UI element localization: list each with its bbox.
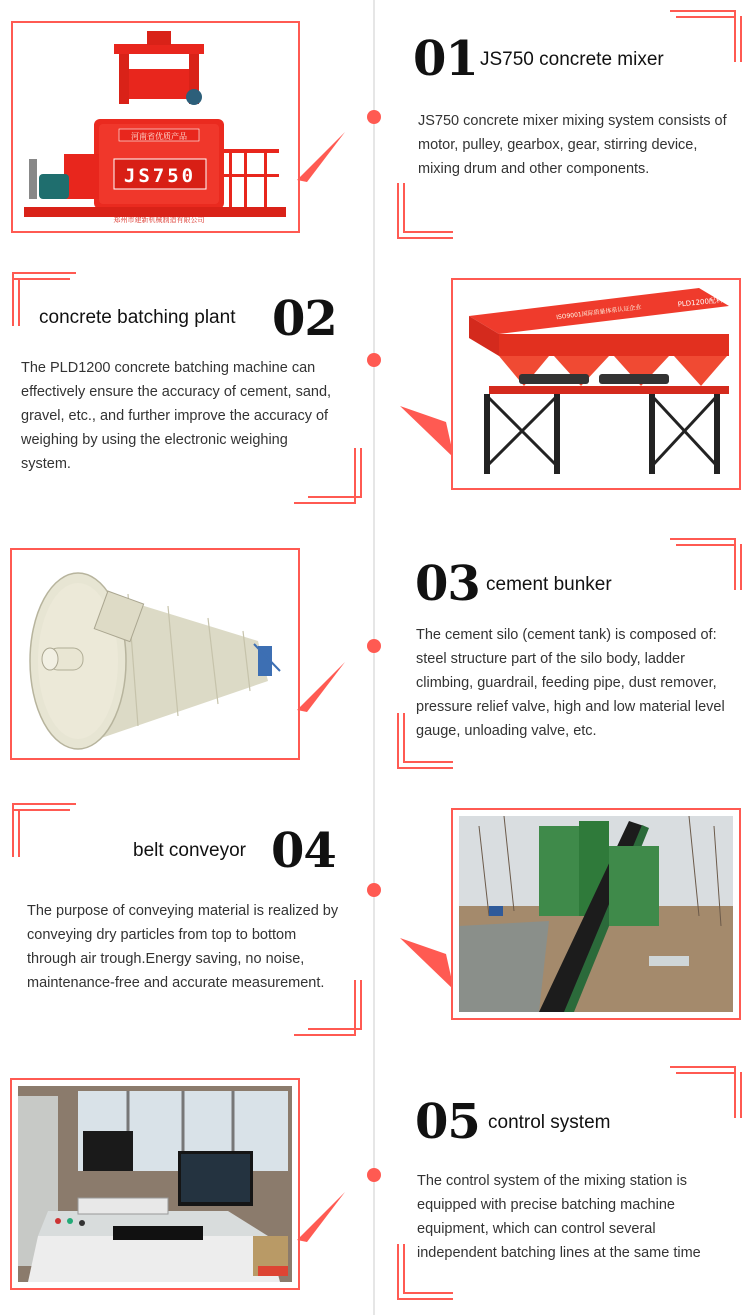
section-number-02: 02: [272, 291, 337, 347]
section-title-01: JS750 concrete mixer: [480, 49, 664, 70]
mixer-top-banner: 河南省优质产品: [131, 132, 187, 141]
mixer-model-label: JS750: [123, 165, 197, 187]
section-number-05: 05: [415, 1094, 480, 1150]
pointer-arrow-01: [297, 130, 347, 185]
section-description-01: JS750 concrete mixer mixing system consists of motor, pulley, gearbox, gear, stirring device, mixing drum and other components.: [418, 113, 727, 177]
corner-decoration-04-bottom: [290, 980, 360, 1036]
corner-decoration-02-bottom: [290, 448, 360, 504]
cement-silo-illustration: [18, 556, 292, 752]
corner-decoration-03-top: [670, 538, 740, 594]
section-number-01: 01: [413, 31, 478, 87]
section-description-05: The control system of the mixing station is equipped with precise batching machine equipment, which can control several independent batching lines at the same time: [417, 1173, 701, 1261]
pointer-arrow-04: [398, 932, 456, 992]
section-number-03: 03: [415, 556, 480, 612]
batching-plant-image: [453, 280, 739, 488]
section-description-02: The PLD1200 concrete batching machine can effectively ensure the accuracy of cement, sand, gravel, etc., and further improve the accuracy of weighing by using the electronic weighing system.: [21, 360, 332, 472]
section-title-02: concrete batching plant: [39, 307, 236, 328]
timeline-dot-01: [367, 110, 381, 124]
timeline-line: [373, 0, 375, 1315]
corner-decoration-01-top: [670, 10, 740, 66]
belt-conveyor-illustration: [459, 816, 733, 1012]
corner-decoration-05-bottom: [397, 1244, 467, 1300]
control-room-image: [12, 1080, 298, 1288]
section-title-03: cement bunker: [486, 574, 612, 595]
belt-conveyor-image: [453, 810, 739, 1018]
mixer-image: [13, 23, 298, 231]
mixer-illustration: [19, 29, 292, 225]
corner-decoration-03-bottom: [397, 713, 467, 769]
cement-silo-image: [12, 550, 298, 758]
section-description-03: The cement silo (cement tank) is composed of: steel structure part of the silo body, ladder climbing, guardrail, feeding pipe, dust remover, pressure relief valve, high and low material level gauge, unloading valve, etc.: [416, 627, 725, 739]
corner-decoration-04-top: [12, 803, 82, 859]
timeline-dot-02: [367, 353, 381, 367]
pointer-arrow-02: [398, 400, 456, 460]
batching-plant-illustration: [459, 286, 733, 482]
timeline-dot-04: [367, 883, 381, 897]
corner-decoration-05-top: [670, 1066, 740, 1122]
plant-front-label: ISO9001国际质量体系认证企业: [555, 303, 642, 322]
plant-side-label: PLD1200配料机: [677, 295, 731, 309]
section-number-04: 04: [271, 823, 336, 879]
control-room-illustration: [18, 1086, 292, 1282]
section-description-04: The purpose of conveying material is realized by conveying dry particles from top to bottom through air trough.Energy saving, no noise, maintenance-free and accurate measurement.: [27, 903, 339, 991]
pointer-arrow-05: [297, 1190, 347, 1245]
pointer-arrow-03: [297, 660, 347, 715]
timeline-dot-03: [367, 639, 381, 653]
timeline-dot-05: [367, 1168, 381, 1182]
corner-decoration-01-bottom: [397, 183, 467, 239]
section-title-04: belt conveyor: [133, 840, 247, 861]
section-title-05: control system: [488, 1112, 611, 1133]
mixer-bottom-banner: 郑州市建新机械制造有限公司: [113, 216, 205, 224]
